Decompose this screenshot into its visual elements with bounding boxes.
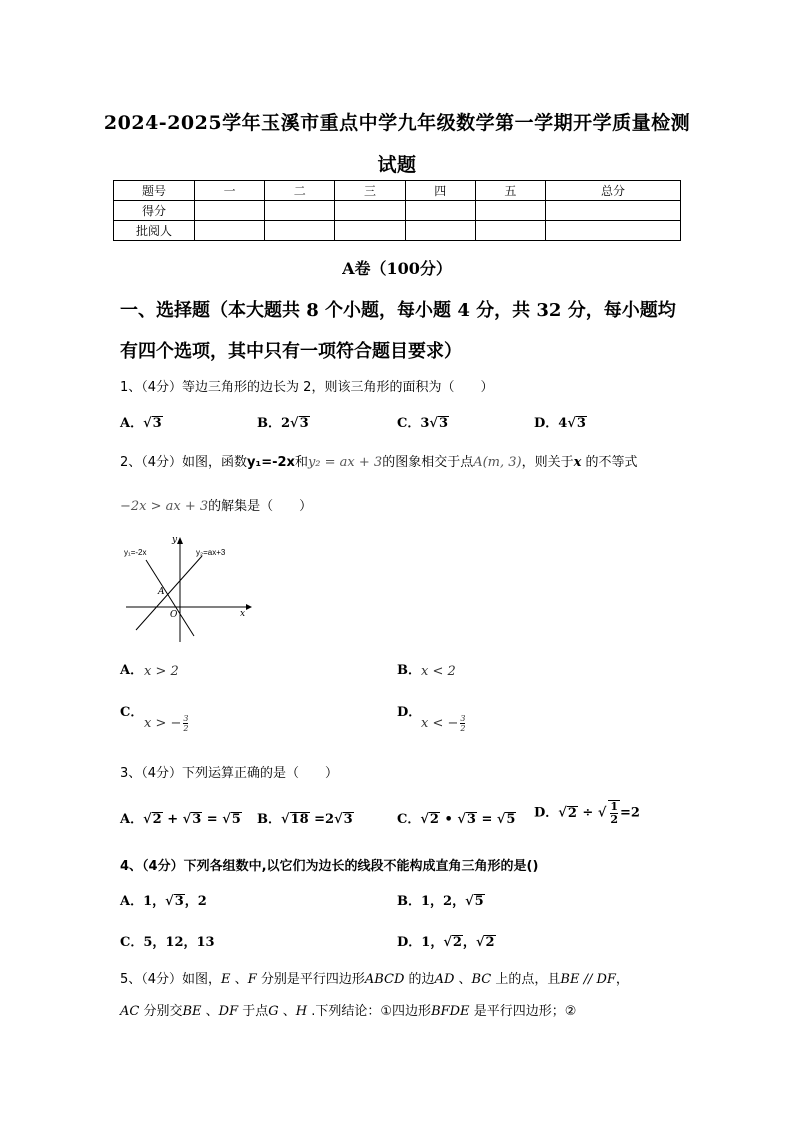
volume-title: A卷（100分） [342,259,452,278]
score-table-cell: 一 [195,181,265,201]
q2-option-d[interactable] [397,701,421,720]
fraction-numerator: 1 [610,800,619,813]
math-symbol: AC [120,1004,140,1019]
stem-text: 、 [278,1004,296,1019]
q4-option-a[interactable]: A．1，√3，2 [120,894,207,909]
q3-option-c[interactable]: C．√2 • √3 = √5 [397,812,516,827]
math-symbol: F [247,972,257,987]
stem-text: 分别是平行四边形 [256,972,365,987]
math-symbol: BE // DF [560,972,616,987]
variable-x: x [573,455,582,470]
option-label: A．1， [120,894,166,909]
q2-option-b-math: x < 2 [421,664,456,679]
option-label: C． [397,416,421,431]
stem-text: 的解集是（ ） [208,499,313,514]
q2-option-d-math [421,714,465,733]
fraction-denominator: 2 [610,813,619,826]
section1-heading-line1: 一、选择题（本大题共 8 个小题，每小题 4 分，共 32 分，每小题均 [120,300,676,321]
radicand: 3 [192,812,202,827]
stem-text: 于点 [238,1004,269,1019]
score-table-row-label: 批阅人 [114,221,195,241]
point-a: A(m, 3) [473,455,522,470]
score-input-cell[interactable] [195,221,265,241]
q2-option-c[interactable] [120,701,143,720]
q4-option-b[interactable]: B．1，2，√5 [397,894,484,909]
question-3-stem: 3、（4分）下列运算正确的是（ ） [120,766,339,781]
score-table-row-label: 得分 [114,201,195,221]
score-table-cell: 五 [475,181,545,201]
score-table-cell: 题号 [114,181,195,201]
option-text: ， [462,935,476,950]
radicand: 5 [231,812,241,827]
radicand: 5 [474,894,484,909]
math-symbol: E [221,972,231,987]
q3-option-b[interactable]: B．√18 =2√3 [257,812,353,827]
radicand: 3 [299,416,309,431]
option-label: D． [397,705,422,720]
score-table [113,180,681,241]
math-symbol: G [268,1004,279,1019]
score-table-row [114,201,681,221]
fraction [183,714,188,733]
option-math-text: x > − [144,716,182,731]
question-2-stem-line2 [120,495,312,514]
stem-text: 、 [230,972,248,987]
radicand: 3 [438,416,448,431]
q4-option-c[interactable] [120,931,215,950]
stem-text: 的不等式 [581,455,638,470]
option-label: A． [120,663,144,678]
math-symbol: AD [434,972,455,987]
radicand: 3 [174,894,184,909]
option-label: C．5，12，13 [120,935,215,950]
stem-text: 2、（4分）如图，函数 [120,455,248,470]
q2-function-graph [118,532,253,644]
q1-option-b[interactable]: B．2√3 [257,416,309,431]
stem-text: ，则关于 [521,455,574,470]
graph-label-y-axis: y [172,535,178,545]
graph-label-origin: O [170,610,178,620]
radicand: 5 [506,812,516,827]
score-table-cell: 总分 [546,181,681,201]
question-2-stem [120,451,638,470]
math-symbol: ABCD [364,972,405,987]
radicand: 3 [152,416,162,431]
score-input-cell[interactable] [546,201,681,221]
q3-option-d[interactable]: D．√2 ÷ √ $\frac{1}{2}$ =2 [534,800,640,826]
q2-option-a-math: x > 2 [144,664,179,679]
math-symbol: H [295,1004,308,1019]
math-symbol: BFDE [431,1004,470,1019]
fraction-numerator: 3 [183,714,189,723]
line-y2 [136,556,202,630]
stem-text: 的图象相交于点 [382,455,474,470]
score-input-cell[interactable] [475,221,545,241]
stem-text: 的边 [404,972,435,987]
stem-text: 分别交 [139,1004,183,1019]
score-input-cell[interactable] [195,201,265,221]
stem-text: 和 [294,455,308,470]
score-table-cell: 二 [265,181,335,201]
radicand: 2 [485,935,495,950]
fraction-numerator: 3 [460,714,466,723]
option-coef: 3 [420,416,430,431]
operator: =2 [620,805,640,821]
question-1-stem: 1、（4分）等边三角形的边长为 2，则该三角形的面积为（ ） [120,380,494,395]
stem-text: .下列结论：①四边形 [307,1004,432,1019]
score-input-cell[interactable] [335,221,405,241]
stem-text: ， [615,972,629,987]
option-label: D． [534,416,559,431]
score-input-cell[interactable] [265,221,335,241]
math-symbol: BC [471,972,492,987]
stem-text: 是平行四边形；② [469,1004,577,1019]
operator: = [202,812,223,827]
score-input-cell[interactable] [335,201,405,221]
question-4-stem: 4、（4分）下列各组数中,以它们为边长的线段不能构成直角三角形的是() [120,859,539,874]
function-y1: y₁=-2x [247,455,295,470]
math-symbol: BE [182,1004,202,1019]
paper-title-line2: 试题 [377,154,417,176]
operator: =2 [309,812,335,827]
q4-option-d[interactable]: D．1，√2，√2 [397,935,495,950]
score-input-cell[interactable] [475,201,545,221]
score-table-row [114,221,681,241]
option-label: B． [397,663,421,678]
option-text: ，2 [184,894,207,909]
option-math-text: x < − [421,716,459,731]
option-label: A． [120,416,144,431]
math-symbol: DF [218,1004,239,1019]
radicand: 18 [290,812,309,827]
option-label: B． [257,812,281,827]
option-coef: 2 [281,416,291,431]
q2-option-a[interactable] [120,659,143,678]
fraction-denominator: 2 [460,724,466,733]
graph-label-y2: y₂=ax+3 [196,548,226,557]
operator: ÷ [577,805,598,821]
fraction [460,714,465,733]
radicand: 2 [152,812,162,827]
q2-option-c-math [144,714,188,733]
radicand: 2 [452,935,462,950]
stem-text: 、 [454,972,472,987]
paper-title-line1: 2024-2025学年玉溪市重点中学九年级数学第一学期开学质量检测 [103,112,691,134]
stem-text: 上的点，且 [491,972,561,987]
score-input-cell[interactable] [546,221,681,241]
option-label: D． [534,805,559,821]
inequality: −2x > ax + 3 [120,499,209,514]
q1-option-a[interactable]: A．√3 [120,416,162,431]
radicand: 3 [343,812,353,827]
option-label: B．1，2， [397,894,466,909]
radicand: 3 [466,812,476,827]
q1-option-d[interactable]: D．4√3 [534,416,586,431]
q1-option-c[interactable]: C．3√3 [397,416,448,431]
function-y2: y₂ = ax + 3 [307,455,383,470]
x-axis-arrow [246,604,252,610]
option-label: B． [257,416,281,431]
section1-heading-line2: 有四个选项，其中只有一项符合题目要求） [120,341,462,362]
score-table-cell: 三 [335,181,405,201]
option-label: C． [397,812,421,827]
score-table-header-row [114,181,681,201]
stem-text: 、 [201,1004,219,1019]
radicand: 3 [576,416,586,431]
option-coef: 4 [558,416,568,431]
radicand: 2 [567,805,577,821]
line-y1 [146,560,194,636]
operator: = [476,812,497,827]
graph-label-y1: y₁=-2x [124,548,147,557]
score-input-cell[interactable] [265,201,335,221]
q2-option-b[interactable] [397,659,421,678]
fraction-denominator: 2 [183,724,189,733]
graph-label-point-a: A [158,587,165,597]
radicand: 2 [429,812,439,827]
score-table-cell: 四 [405,181,475,201]
operator: • [439,812,458,827]
option-label: D．1， [397,935,444,950]
option-label: A． [120,812,144,827]
score-input-cell[interactable] [405,221,475,241]
graph-label-x-axis: x [240,609,246,619]
y-axis-arrow [177,537,183,544]
fraction [608,800,620,826]
q3-option-a[interactable]: A．√2 + √3 = √5 [120,812,241,827]
score-input-cell[interactable] [405,201,475,221]
option-label: C． [120,705,144,720]
stem-text: 5、（4分）如图， [120,972,222,987]
operator: + [162,812,183,827]
question-5-stem-line1 [120,968,629,987]
question-5-stem-line2 [120,1000,576,1019]
